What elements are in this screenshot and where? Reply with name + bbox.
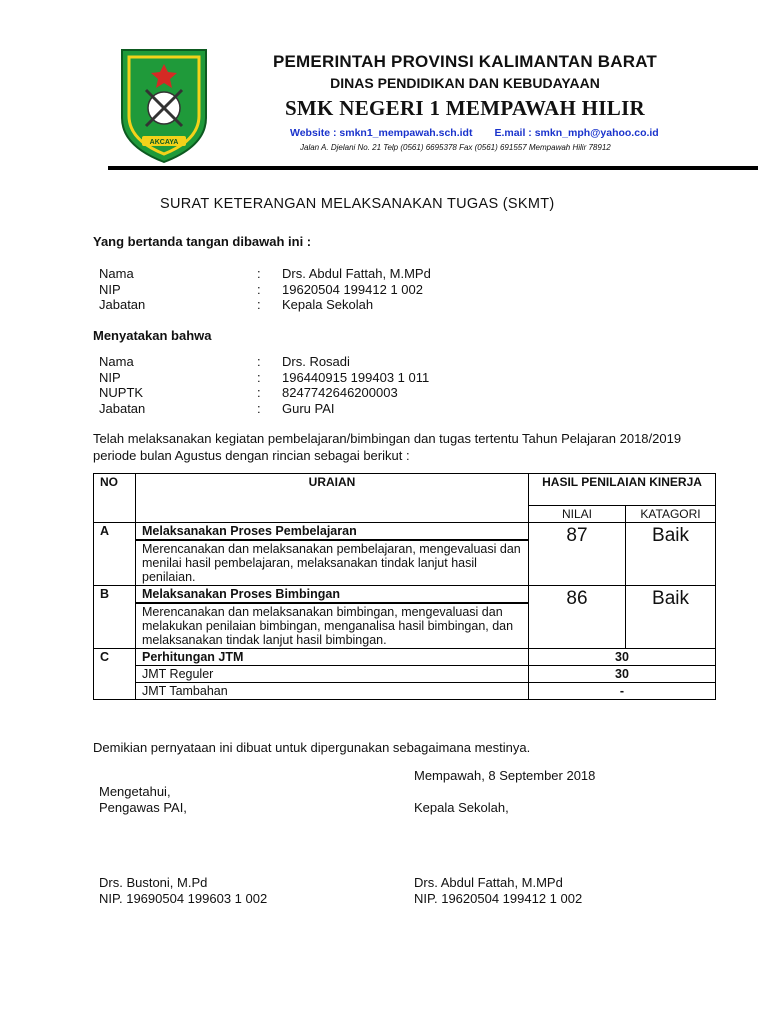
section-no: B	[94, 586, 136, 649]
header-divider	[108, 166, 758, 170]
left-signature-block	[99, 784, 187, 816]
header-no: NO	[94, 474, 136, 523]
document-title: SURAT KETERANGAN MELAKSANAKAN TUGAS (SKMT)	[160, 196, 555, 212]
section-kategori: Baik	[626, 523, 716, 586]
signer-fields	[99, 266, 431, 313]
header-address: Jalan A. Djelani No. 21 Telp (0561) 6695378 Fax (0561) 691557 Mempawah Hilir 78912	[300, 143, 611, 152]
assessment-table	[93, 473, 716, 700]
website-link[interactable]: Website : smkn1_mempawah.sch.idt	[290, 127, 473, 139]
jtm-title: Perhitungan JTM	[136, 649, 529, 666]
statement-paragraph: Telah melaksanakan kegiatan pembelajaran/bimbingan dan tugas tertentu Tahun Pelajaran 2018/2019 periode bulan Agustus dengan rincian sebagai berikut :	[93, 431, 682, 463]
subject-fields	[99, 354, 429, 416]
section-title: Melaksanakan Proses Pembelajaran	[136, 523, 529, 541]
closing-statement: Demikian pernyataan ini dibuat untuk dipergunakan sebagaimana mestinya.	[93, 740, 531, 755]
header-contact	[290, 127, 659, 139]
left-signatory	[99, 875, 267, 907]
field-row: Jabatan : Guru PAI	[99, 400, 335, 416]
left-sign-line1: Mengetahui,	[99, 784, 171, 799]
svg-text:AKCAYA: AKCAYA	[149, 139, 179, 146]
field-row: NUPTK : 8247742646200003	[99, 385, 398, 400]
jtm-row-label: JMT Tambahan	[136, 683, 529, 700]
email-link[interactable]: E.mail : smkn_mph@yahoo.co.id	[494, 127, 659, 139]
province-logo	[116, 46, 212, 166]
header-school-name: SMK NEGERI 1 MEMPAWAH HILIR	[284, 96, 646, 120]
header-uraian: URAIAN	[136, 474, 529, 523]
header-hasil: HASIL PENILAIAN KINERJA	[529, 474, 716, 506]
section-nilai: 86	[529, 586, 626, 649]
field-row: NIP : 196440915 199403 1 011	[99, 369, 430, 385]
right-sign-nip: NIP. 19620504 199412 1 002	[414, 891, 583, 906]
jtm-row-label: JMT Reguler	[136, 666, 529, 683]
jtm-no: C	[94, 649, 136, 700]
field-row: Nama : Drs. Abdul Fattah, M.MPd	[99, 266, 431, 281]
field-row: Jabatan : Kepala Sekolah	[99, 297, 374, 312]
header-government: PEMERINTAH PROVINSI KALIMANTAN BARAT	[272, 52, 658, 71]
right-sign-name: Drs. Abdul Fattah, M.MPd	[414, 875, 563, 890]
section-desc: Merencanakan dan melaksanakan pembelajaran, mengevaluasi dan menilai hasil pembelajaran, melaksanakan tindak lanjut hasil penilaian.	[136, 540, 529, 586]
right-sign-line2: Kepala Sekolah,	[414, 800, 509, 815]
field-row: NIP : 19620504 199412 1 002	[99, 281, 423, 297]
section-desc: Merencanakan dan melaksanakan bimbingan, mengevaluasi dan melakukan penilaian bimbingan, menganalisa hasil bimbingan, dan melaksanakan tindak lanjut hasil bimbingan.	[136, 603, 529, 649]
header-department: DINAS PENDIDIKAN DAN KEBUDAYAAN	[330, 75, 600, 91]
header-nilai: NILAI	[529, 506, 626, 523]
header-kategori: KATAGORI	[626, 506, 716, 523]
left-sign-nip: NIP. 19690504 199603 1 002	[99, 891, 268, 906]
section-nilai: 87	[529, 523, 626, 586]
jtm-row-value: 30	[529, 666, 716, 683]
field-row: Nama : Drs. Rosadi	[99, 354, 350, 369]
right-signatory	[414, 875, 582, 907]
section-title: Melaksanakan Proses Bimbingan	[136, 586, 529, 604]
section-kategori: Baik	[626, 586, 716, 649]
subject-intro: Menyatakan bahwa	[93, 328, 212, 343]
jtm-total: 30	[529, 649, 716, 666]
signer-intro: Yang bertanda tangan dibawah ini :	[93, 234, 312, 249]
section-no: A	[94, 523, 136, 586]
jtm-row-value: -	[529, 683, 716, 700]
left-sign-name: Drs. Bustoni, M.Pd	[99, 875, 208, 890]
place-date: Mempawah, 8 September 2018	[414, 768, 596, 783]
left-sign-line2: Pengawas PAI,	[99, 800, 187, 815]
